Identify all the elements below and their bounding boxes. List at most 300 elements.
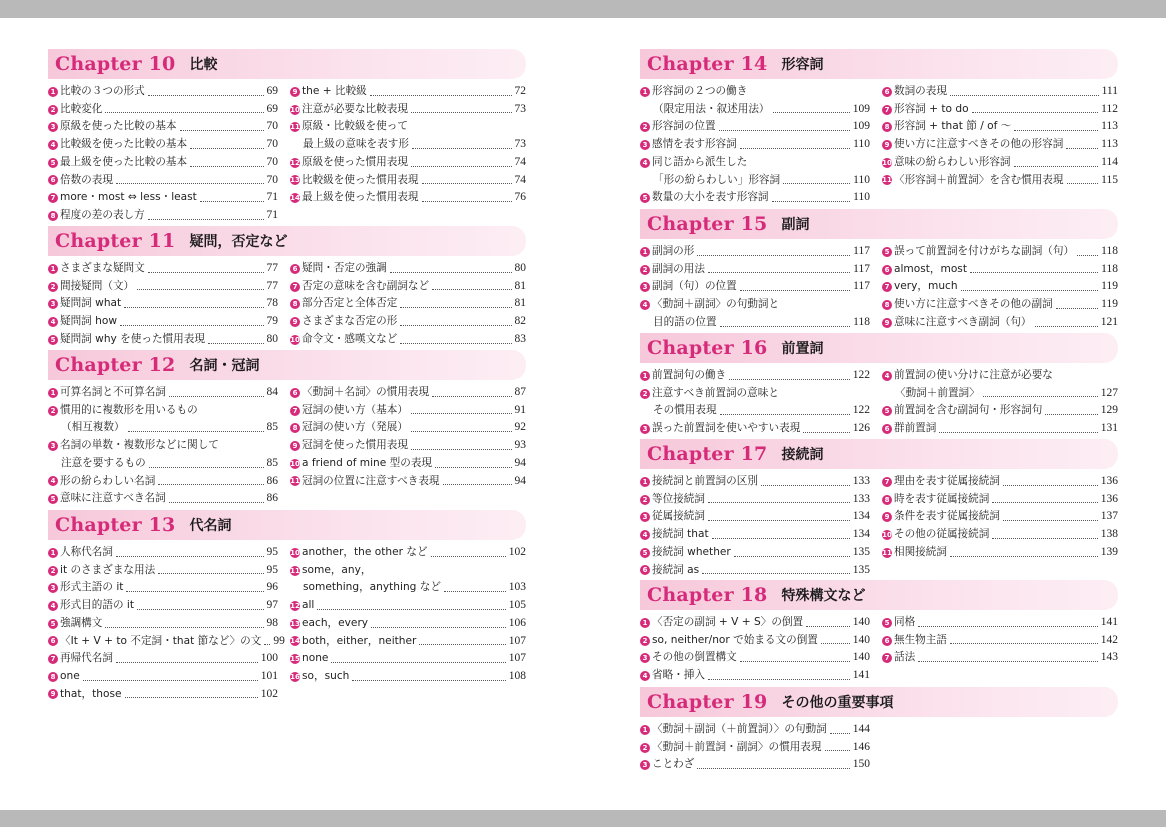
chapter-number: Chapter 18 (647, 584, 768, 606)
toc-entry[interactable] (48, 172, 278, 190)
entry-page: 103 (508, 581, 526, 594)
entry-title: 数詞の表現 (894, 85, 947, 97)
entry-page: 142 (1100, 633, 1118, 646)
chapter-number: Chapter 19 (647, 691, 768, 713)
entry-page: 134 (852, 528, 870, 541)
entry-page: 74 (514, 155, 526, 168)
entry-title: 倍数の表現 (60, 173, 113, 186)
leader-dots (125, 697, 258, 698)
number-badge-icon: 4 (640, 158, 650, 168)
entry-title: 接続詞 that (652, 528, 709, 541)
toc-entry[interactable] (290, 544, 526, 562)
toc-entry[interactable] (48, 278, 278, 296)
toc-entry[interactable] (290, 260, 526, 278)
chapter-number: Chapter 10 (55, 53, 176, 75)
number-badge-icon: 5 (48, 335, 58, 345)
entry-title: 〈動詞＋名詞〉の慣用表現 (302, 386, 430, 398)
leader-dots (370, 95, 512, 96)
toc-entry[interactable] (882, 314, 1118, 332)
toc-entry[interactable] (640, 136, 870, 154)
entry-title: 相関接続詞 (894, 545, 947, 558)
toc-entry[interactable] (640, 314, 870, 332)
chapter-heading (48, 49, 526, 79)
entry-page: 140 (852, 651, 870, 664)
entry-column-left (48, 384, 278, 508)
entry-page: 95 (266, 546, 278, 558)
entry-page: 136 (1100, 492, 1118, 505)
leader-dots (190, 166, 263, 167)
toc-entry[interactable] (882, 172, 1118, 190)
toc-entry[interactable] (48, 686, 278, 704)
toc-entry[interactable] (48, 295, 278, 313)
toc-entry[interactable] (290, 384, 526, 402)
number-badge-icon: 5 (48, 158, 58, 168)
number-badge-icon: 2 (48, 105, 58, 115)
toc-entry[interactable] (640, 261, 870, 279)
entry-page: 143 (1100, 651, 1118, 664)
number-badge-icon: 7 (882, 477, 892, 487)
entry-page: 105 (508, 599, 526, 612)
number-badge-icon: 9 (882, 140, 892, 150)
toc-entry[interactable] (290, 562, 526, 580)
entry-page: 69 (266, 102, 278, 115)
toc-entry[interactable] (882, 243, 1118, 261)
toc-entry[interactable] (290, 419, 526, 437)
toc-entry[interactable] (882, 136, 1118, 154)
number-badge-icon: 3 (640, 760, 650, 770)
entry-page: 97 (266, 599, 278, 612)
toc-entry[interactable] (640, 632, 870, 650)
entry-page: 99 (273, 634, 285, 647)
toc-entry[interactable] (290, 313, 526, 331)
toc-entry[interactable] (48, 544, 278, 562)
leader-dots (708, 502, 850, 503)
toc-entry[interactable] (640, 296, 870, 314)
entry-title: 比較変化 (60, 102, 103, 115)
leader-dots (740, 148, 850, 149)
toc-entry[interactable] (882, 83, 1118, 101)
entry-page: 126 (852, 422, 870, 435)
toc-entry[interactable] (290, 189, 526, 207)
toc-entry[interactable] (48, 331, 278, 349)
entry-title: 冠詞を使った慣用表現 (302, 439, 408, 452)
chapter-section (48, 350, 526, 510)
number-badge-icon: 2 (48, 406, 58, 416)
toc-entry[interactable] (640, 101, 870, 119)
toc-entry[interactable] (640, 491, 870, 509)
leader-dots (939, 432, 1097, 433)
toc-entry[interactable] (48, 597, 278, 615)
entry-title: 疑問詞 how (60, 315, 118, 328)
toc-entry[interactable] (48, 402, 278, 420)
toc-entry[interactable] (48, 437, 278, 455)
toc-entry[interactable] (48, 136, 278, 154)
toc-entry[interactable] (640, 83, 870, 101)
toc-entry[interactable] (640, 721, 870, 739)
toc-entry[interactable] (640, 420, 870, 438)
entry-title: more・most ⇔ less・least (60, 191, 197, 204)
toc-entry[interactable] (48, 490, 278, 508)
toc-entry[interactable] (640, 756, 870, 774)
entry-title: 形容詞の２つの働き (652, 85, 748, 97)
entry-page: 119 (1101, 280, 1118, 293)
entry-title: 最上級を使った比較の基本 (60, 155, 188, 168)
book-spread (0, 18, 1166, 810)
entry-page: 138 (1100, 528, 1118, 541)
toc-entry[interactable] (640, 667, 870, 685)
entry-column-right (882, 367, 1118, 438)
chapter-title: 代名詞 (189, 518, 232, 534)
toc-entry[interactable] (882, 367, 1118, 385)
entry-page: 86 (266, 474, 278, 487)
leader-dots (1045, 414, 1097, 415)
leader-dots (821, 643, 850, 644)
toc-entry[interactable] (48, 101, 278, 119)
toc-entry[interactable] (640, 367, 870, 385)
toc-entry[interactable] (48, 189, 278, 207)
entry-page: 94 (514, 474, 526, 487)
toc-entry[interactable] (640, 526, 870, 544)
entry-page: 117 (853, 262, 870, 275)
toc-entry[interactable] (882, 101, 1118, 119)
entry-title: 誤った前置詞を使いやすい表現 (652, 422, 801, 435)
toc-entry[interactable] (48, 615, 278, 633)
entry-title: その他の従属接続詞 (894, 528, 990, 541)
leader-dots (1056, 308, 1098, 309)
entry-page: 122 (852, 404, 870, 417)
toc-entry[interactable] (882, 473, 1118, 491)
entry-title: 冠詞の使い方（発展） (302, 421, 408, 434)
number-badge-icon: 2 (48, 566, 58, 576)
toc-entry[interactable] (640, 544, 870, 562)
entry-title: 〈形容詞＋前置詞〉を含む慣用表現 (894, 173, 1064, 186)
toc-entry[interactable] (48, 83, 278, 101)
entry-page: 136 (1100, 475, 1118, 487)
leader-dots (992, 538, 1097, 539)
number-badge-icon: 2 (640, 495, 650, 505)
number-badge-icon: 10 (882, 158, 892, 167)
number-badge-icon: 9 (290, 87, 300, 97)
entry-page: 70 (266, 155, 278, 168)
toc-entry[interactable] (640, 118, 870, 136)
leader-dots (124, 307, 263, 308)
entry-column-left (48, 260, 278, 349)
leader-dots (352, 680, 505, 681)
entry-column-left (640, 367, 870, 438)
toc-entry[interactable] (290, 83, 526, 101)
entry-title: 疑問詞 what (60, 297, 122, 310)
entry-page: 140 (852, 616, 870, 628)
entry-page: 95 (266, 563, 278, 576)
toc-entry[interactable] (48, 118, 278, 136)
leader-dots (444, 591, 506, 592)
toc-entry[interactable] (640, 473, 870, 491)
toc-entry[interactable] (882, 614, 1118, 632)
leader-dots (719, 130, 850, 131)
toc-entry[interactable] (290, 295, 526, 313)
leader-dots (740, 661, 850, 662)
toc-entry[interactable] (882, 508, 1118, 526)
leader-dots (169, 502, 264, 503)
entry-column-right (290, 260, 526, 349)
chapter-section (640, 333, 1118, 439)
number-badge-icon: 6 (882, 636, 892, 646)
toc-entry[interactable] (882, 632, 1118, 650)
leader-dots (190, 148, 263, 149)
number-badge-icon: 8 (48, 211, 58, 221)
chapter-heading (640, 439, 1118, 469)
entry-page: 119 (1101, 298, 1118, 311)
number-badge-icon: 9 (882, 318, 892, 328)
toc-entry[interactable] (882, 544, 1118, 562)
number-badge-icon: 6 (48, 636, 58, 646)
entry-title: 数量の大小を表す形容詞 (652, 191, 769, 204)
toc-entry[interactable] (290, 615, 526, 633)
leader-dots (148, 219, 264, 220)
chapter-section (640, 580, 1118, 687)
entry-page: 127 (1100, 386, 1118, 399)
chapter-heading (640, 209, 1118, 239)
leader-dots (419, 644, 505, 645)
toc-entry[interactable] (882, 649, 1118, 667)
toc-entry[interactable] (882, 296, 1118, 314)
leader-dots (761, 485, 850, 486)
entry-page: 118 (1101, 245, 1118, 257)
toc-entry[interactable] (640, 385, 870, 403)
entry-title: 最上級の意味を表す形 (303, 138, 409, 151)
toc-entry[interactable] (640, 243, 870, 261)
leader-dots (1014, 166, 1099, 167)
toc-entry[interactable] (290, 101, 526, 119)
left-page-toc (48, 49, 526, 706)
entry-title: 理由を表す従属接続詞 (894, 475, 1000, 487)
number-badge-icon: 3 (48, 299, 58, 309)
toc-entry[interactable] (290, 668, 526, 686)
entry-title: 最上級を使った慣用表現 (302, 191, 419, 204)
entry-title: something，anything など (303, 581, 441, 594)
toc-entry[interactable] (48, 154, 278, 172)
entry-title: 意味の紛らわしい形容詞 (894, 155, 1011, 168)
toc-entry[interactable] (48, 473, 278, 491)
toc-entry[interactable] (882, 491, 1118, 509)
toc-entry[interactable] (48, 650, 278, 668)
entry-title: 〈動詞＋前置詞・副詞〉の慣用表現 (652, 740, 822, 753)
toc-entry[interactable] (882, 402, 1118, 420)
toc-entry[interactable] (48, 455, 278, 473)
chapter-section (48, 226, 526, 350)
entry-title: 冠詞の位置に注意すべき表現 (302, 474, 440, 487)
chapter-title: 副詞 (781, 217, 810, 233)
entry-page: 146 (852, 740, 870, 753)
toc-entry[interactable] (882, 526, 1118, 544)
entry-page: 118 (853, 315, 870, 328)
toc-entry[interactable] (640, 278, 870, 296)
leader-dots (783, 183, 850, 184)
leader-dots (708, 272, 850, 273)
toc-entry[interactable] (290, 579, 526, 597)
leader-dots (200, 201, 264, 202)
leader-dots (331, 662, 505, 663)
leader-dots (158, 484, 263, 485)
toc-entry[interactable] (882, 118, 1118, 136)
number-badge-icon: 5 (882, 247, 892, 257)
toc-entry[interactable] (882, 154, 1118, 172)
leader-dots (702, 573, 850, 574)
chapter-section (640, 209, 1118, 333)
entry-page: 71 (266, 208, 278, 221)
entry-title: 原級・比較級を使って (302, 120, 408, 133)
chapter-heading (640, 333, 1118, 363)
toc-entry[interactable] (290, 455, 526, 473)
toc-entry[interactable] (290, 331, 526, 349)
number-badge-icon: 5 (882, 406, 892, 416)
toc-entry[interactable] (48, 384, 278, 402)
leader-dots (830, 733, 850, 734)
number-badge-icon: 14 (290, 637, 300, 646)
chapter-title: 形容詞 (781, 57, 824, 73)
leader-dots (918, 626, 1098, 627)
leader-dots (116, 662, 258, 663)
number-badge-icon: 4 (640, 530, 650, 540)
entry-page: 87 (514, 386, 526, 398)
leader-dots (208, 343, 264, 344)
toc-entry[interactable] (290, 136, 526, 154)
toc-entry[interactable] (290, 118, 526, 136)
entry-page: 76 (514, 191, 526, 204)
leader-dots (1035, 326, 1098, 327)
entry-page: 70 (266, 138, 278, 151)
toc-entry[interactable] (640, 402, 870, 420)
entry-page: 117 (853, 245, 870, 257)
entry-title: 〈It + V + to 不定詞・that 節など〉の文 (60, 634, 262, 647)
toc-entry[interactable] (48, 579, 278, 597)
toc-entry[interactable] (48, 562, 278, 580)
entry-title: a friend of mine 型の表現 (302, 456, 433, 469)
toc-entry[interactable] (290, 402, 526, 420)
entry-title: both，either，neither (302, 634, 417, 647)
number-badge-icon: 15 (290, 655, 300, 664)
entry-page: 115 (1101, 173, 1118, 186)
number-badge-icon: 6 (882, 424, 892, 434)
toc-entry[interactable] (882, 261, 1118, 279)
toc-entry[interactable] (882, 420, 1118, 438)
toc-entry[interactable] (640, 614, 870, 632)
entry-page: 71 (266, 191, 278, 204)
toc-entry[interactable] (48, 207, 278, 225)
toc-entry[interactable] (640, 172, 870, 190)
toc-entry[interactable] (290, 633, 526, 651)
leader-dots (412, 148, 512, 149)
toc-entry[interactable] (640, 739, 870, 757)
chapter-title: 特殊構文など (781, 588, 866, 604)
toc-entry[interactable] (640, 508, 870, 526)
number-badge-icon: 2 (640, 743, 650, 753)
chapter-number: Chapter 13 (55, 514, 176, 536)
number-badge-icon: 7 (882, 653, 892, 663)
leader-dots (105, 627, 263, 628)
number-badge-icon: 4 (640, 300, 650, 310)
leader-dots (970, 272, 1098, 273)
toc-entry[interactable] (290, 437, 526, 455)
entry-title: 副詞（句）の位置 (652, 280, 737, 293)
leader-dots (773, 112, 850, 113)
toc-entry[interactable] (882, 385, 1118, 403)
entry-title: one (60, 669, 80, 682)
toc-entry[interactable] (48, 668, 278, 686)
entry-title: 〈動詞＋副詞（＋前置詞）〉の句動詞 (652, 723, 827, 735)
entry-title: 形容詞 + to do (894, 102, 969, 115)
toc-entry[interactable] (290, 154, 526, 172)
entry-title: almost，most (894, 262, 967, 275)
entry-title: some，any， (302, 563, 372, 576)
toc-entry[interactable] (640, 189, 870, 207)
leader-dots (961, 290, 1099, 291)
entry-page: 135 (852, 545, 870, 558)
entry-page: 70 (266, 173, 278, 186)
entry-page: 98 (266, 616, 278, 629)
entry-column-right (290, 544, 526, 686)
entry-column-left (640, 473, 870, 579)
chapter-title: 名詞・冠詞 (189, 358, 260, 374)
number-badge-icon: 11 (882, 548, 892, 557)
number-badge-icon: 9 (290, 317, 300, 327)
entry-page: 102 (508, 546, 526, 558)
toc-entry[interactable] (290, 473, 526, 491)
toc-entry[interactable] (640, 562, 870, 580)
toc-entry[interactable] (640, 154, 870, 172)
toc-entry[interactable] (640, 649, 870, 667)
leader-dots (432, 396, 511, 397)
leader-dots (1066, 148, 1098, 149)
entry-page: 114 (1101, 155, 1118, 168)
chapter-number: Chapter 17 (647, 443, 768, 465)
number-badge-icon: 6 (290, 388, 300, 398)
number-badge-icon: 7 (48, 654, 58, 664)
chapter-section (640, 49, 1118, 209)
number-badge-icon: 1 (640, 725, 650, 735)
toc-entry[interactable] (290, 278, 526, 296)
number-badge-icon: 5 (48, 494, 58, 504)
entry-page: 135 (852, 563, 870, 576)
entry-column-left (640, 614, 870, 685)
entry-page: 107 (508, 652, 526, 665)
toc-entry[interactable] (48, 260, 278, 278)
leader-dots (983, 396, 1098, 397)
entry-title: 間接疑問（文） (60, 279, 135, 292)
toc-entry[interactable] (48, 633, 285, 651)
number-badge-icon: 4 (48, 601, 58, 611)
number-badge-icon: 4 (48, 476, 58, 486)
number-badge-icon: 3 (48, 441, 58, 451)
toc-entry[interactable] (48, 313, 278, 331)
leader-dots (120, 325, 263, 326)
toc-entry[interactable] (48, 419, 278, 437)
number-badge-icon: 10 (290, 548, 300, 557)
entry-column-right (290, 384, 526, 490)
chapter-number: Chapter 15 (647, 213, 768, 235)
entry-page: 109 (852, 102, 870, 115)
chapter-title: 疑問，否定など (189, 234, 288, 250)
entry-page: 133 (852, 492, 870, 505)
chapter-section (48, 510, 526, 706)
toc-entry[interactable] (882, 278, 1118, 296)
toc-entry[interactable] (290, 172, 526, 190)
toc-entry[interactable] (290, 650, 526, 668)
entry-title: 注意すべき前置詞の意味と (652, 386, 779, 399)
number-badge-icon: 3 (48, 122, 58, 132)
toc-entry[interactable] (290, 597, 526, 615)
number-badge-icon: 4 (48, 317, 58, 327)
